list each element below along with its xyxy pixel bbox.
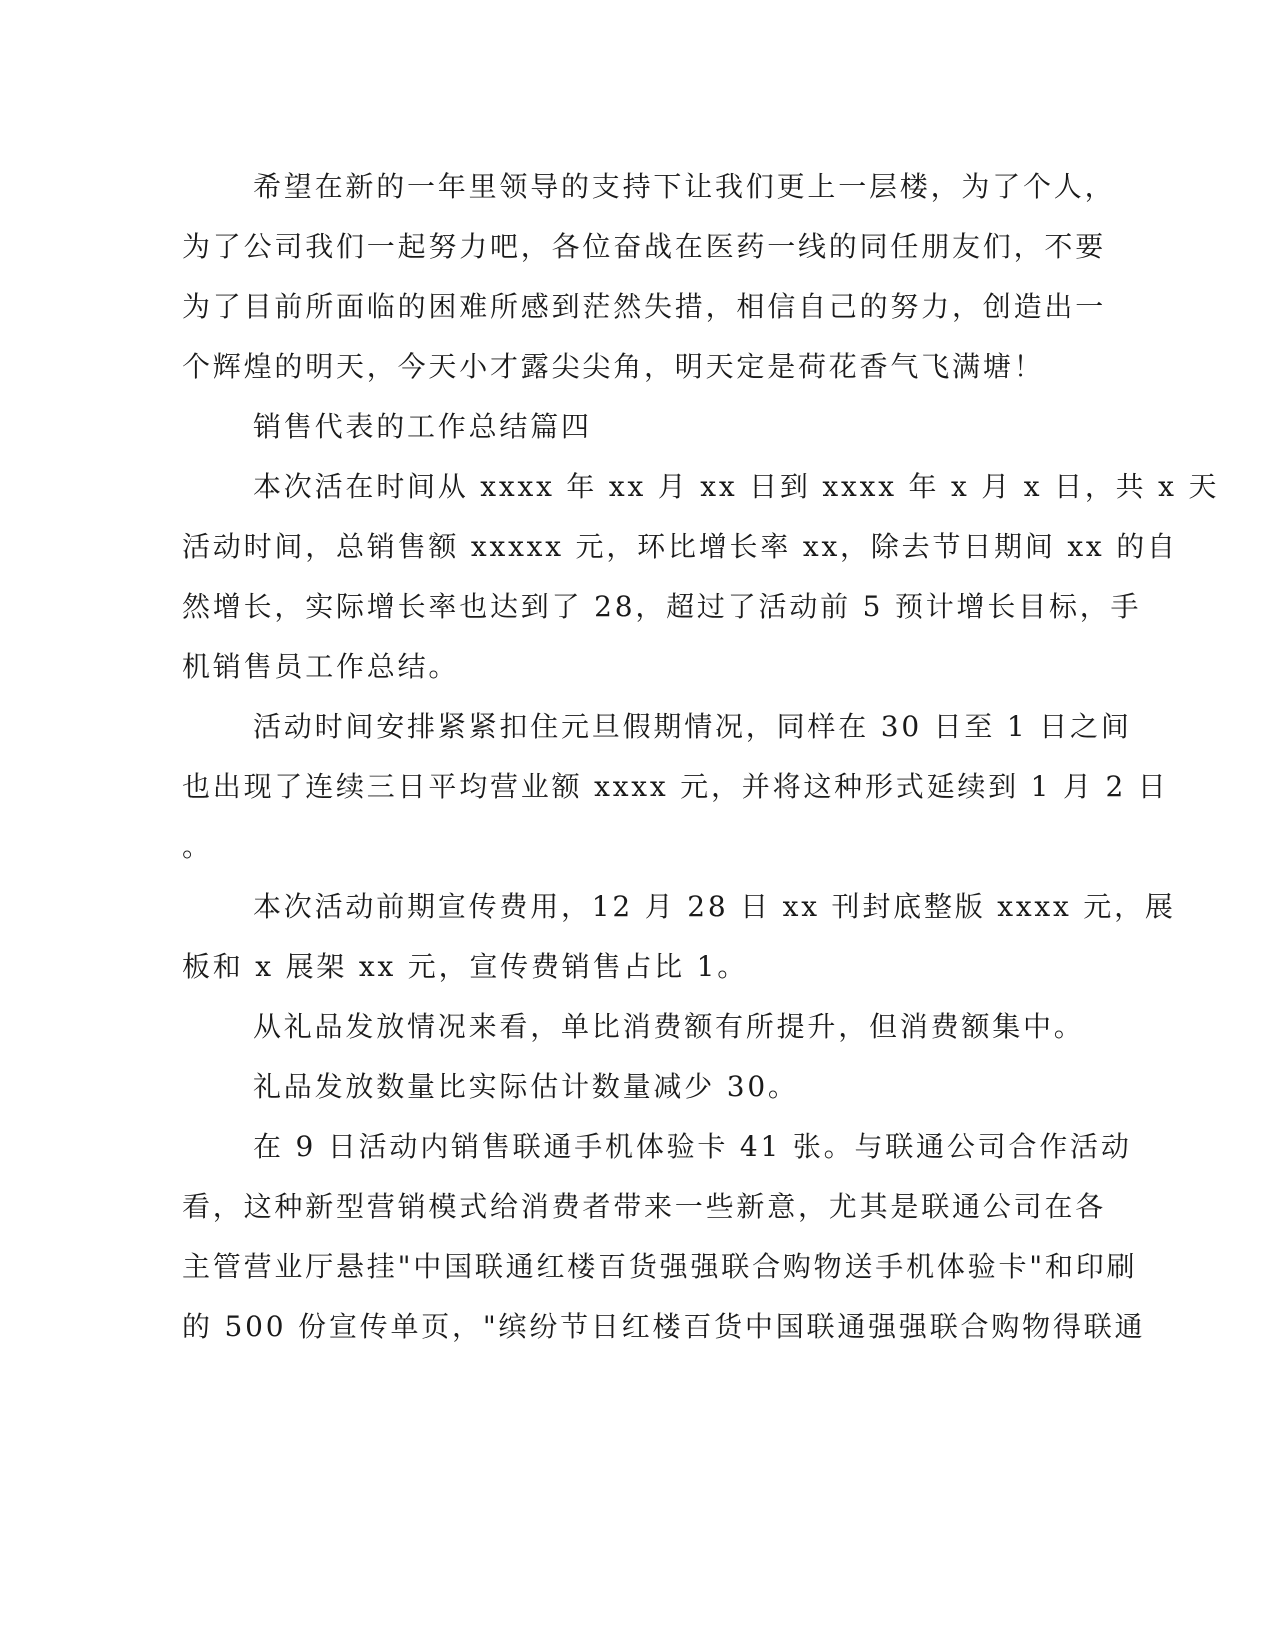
text-line: 为了公司我们一起努力吧，各位奋战在医药一线的同任朋友们，不要 — [182, 230, 1107, 263]
text-line: 个辉煌的明天，今天小才露尖尖角，明天定是荷花香气飞满塘！ — [182, 350, 1045, 383]
text-line: 本次活在时间从 xxxx 年 xx 月 xx 日到 xxxx 年 x 月 x 日，共 x 天 — [253, 470, 1220, 503]
text-line: 本次活动前期宣传费用，12 月 28 日 xx 刊封底整版 xxxx 元，展 — [253, 890, 1176, 923]
text-line: 板和 x 展架 xx 元，宣传费销售占比 1。 — [182, 950, 749, 983]
text-line: 也出现了连续三日平均营业额 xxxx 元，并将这种形式延续到 1 月 2 日 — [182, 770, 1169, 803]
text-line: 机销售员工作总结。 — [182, 650, 460, 683]
text-line: 然增长，实际增长率也达到了 28，超过了活动前 5 预计增长目标，手 — [182, 590, 1142, 623]
text-line: 希望在新的一年里领导的支持下让我们更上一层楼，为了个人， — [253, 170, 1116, 203]
text-line: 为了目前所面临的困难所感到茫然失措，相信自己的努力，创造出一 — [182, 290, 1107, 323]
text-line: 活动时间安排紧紧扣住元旦假期情况，同样在 30 日至 1 日之间 — [253, 710, 1132, 743]
text-line: 的 500 份宣传单页，"缤纷节日红楼百货中国联通强强联合购物得联通 — [182, 1310, 1146, 1343]
text-line: 主管营业厅悬挂"中国联通红楼百货强强联合购物送手机体验卡"和印刷 — [182, 1250, 1138, 1283]
text-line: 从礼品发放情况来看，单比消费额有所提升，但消费额集中。 — [253, 1010, 1085, 1043]
document-body — [182, 157, 1220, 1357]
text-line: 看，这种新型营销模式给消费者带来一些新意，尤其是联通公司在各 — [182, 1190, 1107, 1223]
text-line: 在 9 日活动内销售联通手机体验卡 41 张。与联通公司合作活动 — [253, 1130, 1132, 1163]
text-line: 礼品发放数量比实际估计数量减少 30。 — [253, 1070, 799, 1103]
text-line: 。 — [182, 830, 213, 863]
text-line: 活动时间，总销售额 xxxxx 元，环比增长率 xx，除去节日期间 xx 的自 — [182, 530, 1178, 563]
section-heading: 销售代表的工作总结篇四 — [253, 410, 592, 443]
